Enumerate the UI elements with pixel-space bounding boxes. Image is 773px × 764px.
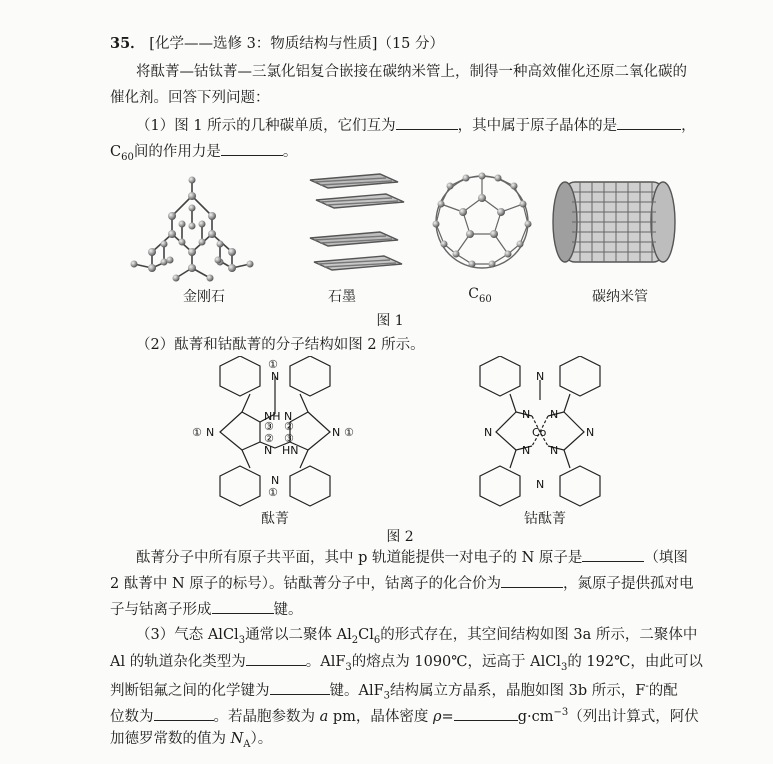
answer-blank-n-label[interactable] bbox=[582, 547, 644, 562]
pc-n-left-inner: N bbox=[264, 444, 273, 457]
part2-line-2 bbox=[110, 573, 694, 594]
label-diamond: 金刚石 bbox=[183, 289, 225, 305]
pc-n-left: N bbox=[206, 426, 215, 439]
part3-sup-j: - bbox=[645, 681, 649, 692]
label-graphite: 石墨 bbox=[328, 289, 356, 305]
label-cobalt-phthalocyanine: 钴酞菁 bbox=[524, 511, 566, 527]
part3-sub-b2: 6 bbox=[373, 634, 381, 646]
part1-text-c: ， bbox=[681, 118, 696, 134]
copc-n-right: N bbox=[586, 426, 595, 439]
intro-line-2: 催化剂。回答下列问题： bbox=[110, 90, 270, 106]
graphite-structure-icon bbox=[310, 174, 404, 270]
c60-symbol: C bbox=[110, 144, 122, 160]
part3-text-k: 的配 bbox=[648, 682, 678, 699]
answer-blank-co-valence[interactable] bbox=[501, 573, 563, 588]
copc-n-ll: N bbox=[522, 444, 531, 457]
part3-sub-e: 3 bbox=[345, 661, 352, 673]
part1-text-a: （1）图 1 所示的几种碳单质，它们互为 bbox=[136, 118, 396, 134]
pc-n-right: N bbox=[332, 426, 341, 439]
part3-text-l: 位数为 bbox=[110, 708, 154, 725]
part3-text-f: 的熔点为 1090℃，远高于 AlCl bbox=[351, 654, 561, 670]
part2-text-a: 酞菁分子中所有原子共平面，其中 p 轨道能提供一对电子的 N 原子是 bbox=[136, 550, 583, 566]
part3-text-o: （列出计算式，阿伏 bbox=[568, 708, 699, 725]
part3-text-b-mid: Cl bbox=[358, 627, 374, 643]
label-phthalocyanine: 酞菁 bbox=[261, 511, 289, 527]
pc-mark3-a: ③ bbox=[264, 420, 274, 433]
part3-text-c: 的形式存在，其空间结构如图 3a 所示，二聚体中 bbox=[380, 627, 698, 643]
copc-n-lr: N bbox=[550, 444, 559, 457]
pc-nh: NH bbox=[264, 410, 281, 423]
pc-mark1-bottom: ① bbox=[268, 486, 278, 499]
part1-line-1 bbox=[136, 115, 696, 136]
copc-co: Co bbox=[532, 426, 547, 439]
copc-n-top: N bbox=[536, 370, 545, 383]
part3-text-g: 的 192℃，由此可以 bbox=[567, 654, 703, 670]
part3-sub-f: 3 bbox=[560, 661, 568, 673]
part3-text-e: 。AlF bbox=[305, 654, 346, 670]
part3-sup-n: −3 bbox=[553, 707, 569, 718]
label-nanotube: 碳纳米管 bbox=[592, 289, 648, 305]
part3-text-n: g·cm bbox=[517, 708, 554, 725]
part3-text-b: 通常以二聚体 Al bbox=[245, 627, 352, 643]
pc-mark1-left: ① bbox=[192, 426, 202, 439]
answer-blank-allotrope[interactable] bbox=[396, 115, 458, 130]
part2-text-c: 2 酞菁中 N 原子的标号）。钴酞菁分子中，钴离子的化合价为 bbox=[110, 576, 501, 592]
part3-sub-b1: 2 bbox=[351, 634, 359, 646]
pc-n-top: N bbox=[271, 370, 280, 383]
pc-mark2-b: ② bbox=[264, 432, 274, 445]
label-c60-subscript: 60 bbox=[478, 293, 492, 305]
pc-hn: HN bbox=[282, 444, 299, 457]
copc-n-left: N bbox=[484, 426, 493, 439]
question-header bbox=[110, 34, 444, 54]
question-title: [化学——选修 3：物质结构与性质]（15 分） bbox=[149, 36, 445, 52]
part1-text-d: 间的作用力是 bbox=[133, 144, 221, 160]
part3-line-1 bbox=[136, 625, 697, 651]
part3-text-d: Al 的轨道杂化类型为 bbox=[110, 654, 246, 670]
copc-n-bottom: N bbox=[536, 478, 545, 491]
part3-sub-a: 3 bbox=[238, 634, 246, 646]
part1-text-e: 。 bbox=[282, 144, 298, 160]
answer-blank-c60-force[interactable] bbox=[221, 141, 283, 156]
label-c60 bbox=[450, 286, 510, 305]
intro-line-1: 将酞菁—钴钛菁—三氯化铝复合嵌接在碳纳米管上，制得一种高效催化还原二氧化碳的 bbox=[136, 64, 687, 80]
question-number: 35． bbox=[110, 35, 145, 52]
answer-blank-density[interactable] bbox=[454, 706, 518, 721]
answer-blank-atomic-crystal[interactable] bbox=[617, 115, 681, 130]
part2-text-b: （填图 bbox=[644, 550, 688, 566]
part3-text-q: ）。 bbox=[250, 731, 273, 747]
part2-line-3 bbox=[110, 599, 303, 620]
part2-text-d: ，氮原子提供孤对电 bbox=[563, 576, 694, 592]
part3-text-h: 判断铝氟之间的化学键为 bbox=[110, 682, 270, 699]
copc-n-ur: N bbox=[550, 408, 559, 421]
part3-text-i: 键。AlF bbox=[329, 682, 384, 699]
part3-line-4 bbox=[110, 703, 699, 727]
part3-var-rho: ρ bbox=[433, 708, 442, 725]
part3-text-m: 。若晶胞参数为 bbox=[213, 708, 320, 725]
part3-line-2 bbox=[110, 651, 703, 678]
part3-sub-na: A bbox=[243, 738, 251, 750]
figure-1-caption: 图 1 bbox=[376, 313, 404, 329]
answer-blank-coordination[interactable] bbox=[154, 706, 214, 721]
pc-mark3-b: ③ bbox=[284, 432, 294, 445]
carbon-nanotube-icon bbox=[553, 182, 675, 262]
answer-blank-bond-type[interactable] bbox=[212, 599, 274, 614]
part3-var-a: a bbox=[319, 708, 329, 725]
pc-mark1-right: ① bbox=[344, 426, 354, 439]
part2-intro: （2）酞菁和钴酞菁的分子结构如图 2 所示。 bbox=[136, 337, 425, 353]
part3-sub-i: 3 bbox=[383, 690, 391, 702]
pc-n-right-inner: N bbox=[284, 410, 293, 423]
figure-2-caption: 图 2 bbox=[386, 529, 414, 545]
c60-fullerene-icon bbox=[433, 173, 532, 269]
part3-text-m2: pm，晶体密度 bbox=[328, 708, 434, 725]
part3-text-j: 结构属立方晶系，晶胞如图 3b 所示，F bbox=[390, 682, 646, 699]
part2-text-e: 子与钴离子形成 bbox=[110, 602, 212, 618]
answer-blank-hybridization[interactable] bbox=[246, 651, 306, 666]
pc-n-bottom: N bbox=[271, 474, 280, 487]
part1-text-b: ，其中属于原子晶体的是 bbox=[457, 118, 618, 134]
part2-line-1 bbox=[136, 547, 688, 568]
part3-line-5 bbox=[110, 729, 272, 755]
part3-text-m3: = bbox=[441, 708, 454, 725]
label-c60-symbol: C bbox=[468, 286, 479, 302]
part1-line-2 bbox=[110, 141, 297, 168]
answer-blank-al-f-bond[interactable] bbox=[270, 680, 330, 695]
c60-subscript: 60 bbox=[121, 151, 134, 163]
part2-text-f: 键。 bbox=[273, 602, 303, 618]
part3-text-a: （3）气态 AlCl bbox=[136, 627, 239, 643]
pc-mark2-a: ② bbox=[284, 420, 294, 433]
pc-mark1-top: ① bbox=[268, 358, 278, 371]
part3-var-na: N bbox=[230, 731, 244, 747]
copc-n-ul: N bbox=[522, 408, 531, 421]
part3-text-p: 加德罗常数的值为 bbox=[110, 731, 231, 747]
figure-2 bbox=[180, 356, 640, 516]
